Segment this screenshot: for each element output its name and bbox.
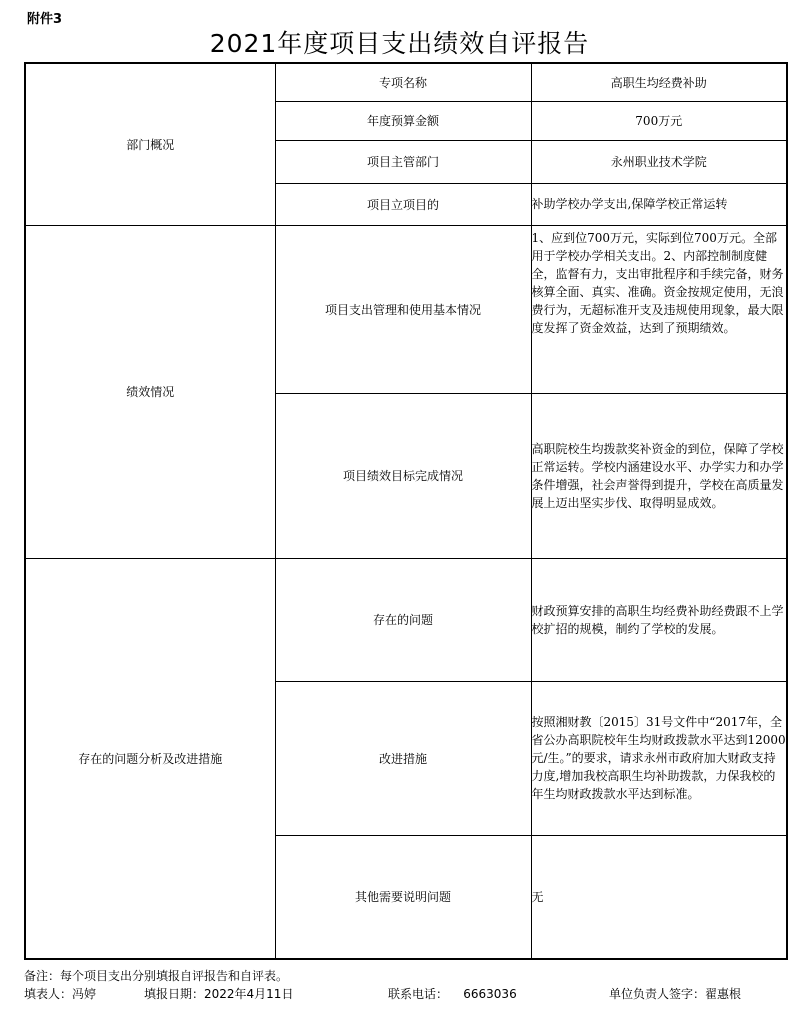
row-label-goal-completion: 项目绩效目标完成情况 xyxy=(275,393,531,558)
row-value-project-name: 高职生均经费补助 xyxy=(531,63,787,101)
attachment-label: 附件3 xyxy=(27,12,63,27)
footer-signer: 单位负责人签字：翟惠根 xyxy=(609,987,742,1001)
section-dept-label: 部门概况 xyxy=(25,63,275,225)
row-label-existing-problems: 存在的问题 xyxy=(275,558,531,681)
row-value-project-purpose: 补助学校办学支出,保障学校正常运转 xyxy=(531,183,787,225)
footer-filler: 填表人：冯婷 xyxy=(24,987,97,1001)
row-label-usage-basic: 项目支出管理和使用基本情况 xyxy=(275,225,531,393)
row-label-annual-budget: 年度预算金额 xyxy=(275,101,531,140)
footer-date: 填报日期：2022年4月11日 xyxy=(144,987,294,1001)
table-row xyxy=(25,225,787,393)
row-label-managing-dept: 项目主管部门 xyxy=(275,140,531,183)
row-value-annual-budget: 700万元 xyxy=(531,101,787,140)
row-value-improvement: 按照湘财教〔2015〕31号文件中“2017年，全省公办高职院校年生均财政拨款水平达到12000元/生。”的要求，请求永州市政府加大财政支持力度,增加我校高职生均补助拨款，力保我校的年生均财政拨款水平达到标准。 xyxy=(531,681,787,835)
section-performance-label: 绩效情况 xyxy=(25,225,275,558)
row-label-project-name: 专项名称 xyxy=(275,63,531,101)
report-table xyxy=(24,62,788,960)
row-value-goal-completion: 高职院校生均拨款奖补资金的到位，保障了学校正常运转。学校内涵建设水平、办学实力和办学条件增强，社会声誉得到提升，学校在高质量发展上迈出坚实步伐、取得明显成效。 xyxy=(531,393,787,558)
row-label-project-purpose: 项目立项目的 xyxy=(275,183,531,225)
footer-info xyxy=(24,985,794,1001)
table-row xyxy=(25,63,787,101)
row-label-improvement: 改进措施 xyxy=(275,681,531,835)
report-title: 2021年度项目支出绩效自评报告 xyxy=(209,29,590,58)
row-value-existing-problems: 财政预算安排的高职生均经费补助经费跟不上学校扩招的规模，制约了学校的发展。 xyxy=(531,558,787,681)
footer-note: 备注：每个项目支出分别填报自评报告和自评表。 xyxy=(24,969,289,983)
section-issues-label: 存在的问题分析及改进措施 xyxy=(25,558,275,959)
row-value-other-notes: 无 xyxy=(531,835,787,959)
row-label-other-notes: 其他需要说明问题 xyxy=(275,835,531,959)
footer-phone: 联系电话： 6663036 xyxy=(388,987,517,1001)
row-value-usage-basic: 1、应到位700万元，实际到位700万元。全部用于学校办学相关支出。2、内部控制制度健全，监督有力，支出审批程序和手续完备，财务核算全面、真实、准确。资金按规定使用，无浪费行为，无超标准开支及违规使用现象，最大限度发挥了资金效益，达到了预期绩效。 xyxy=(531,225,787,393)
row-value-managing-dept: 永州职业技术学院 xyxy=(531,140,787,183)
table-row xyxy=(25,558,787,681)
